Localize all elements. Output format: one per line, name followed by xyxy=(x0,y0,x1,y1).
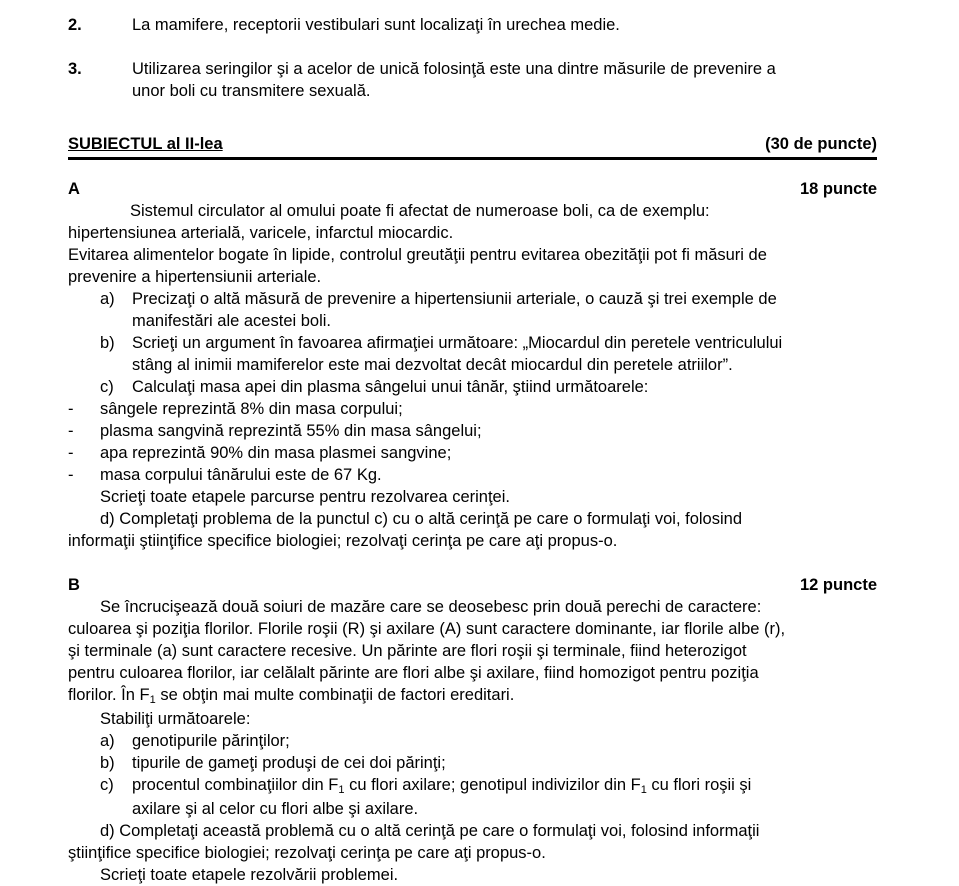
section-a-item-d-text-1: Completaţi problema de la punctul c) cu o altă cerinţă pe care o formulaţi voi, folosind xyxy=(119,510,743,528)
section-a-dash-item-1 xyxy=(68,398,877,420)
item-2-text: La mamifere, receptorii vestibulari sunt localizaţi în urechea medie. xyxy=(132,16,620,34)
page-content xyxy=(68,0,877,886)
section-b-intro-line-4: pentru culoarea florilor, iar celălalt părinte are flori albe şi axilare, fiind homozigot pentru poziţia xyxy=(68,664,759,682)
section-b-item-d-marker: d) xyxy=(100,822,115,840)
section-b-intro-line-5-suffix: se obţin mai multe combinaţii de factori ereditari. xyxy=(155,686,515,704)
section-a-dash-item-2 xyxy=(68,420,877,442)
item-3-marker: 3. xyxy=(68,60,82,78)
section-b-item-d-text-1: Completaţi această problemă cu o altă cerinţă pe care o formulaţi voi, folosind informaţii xyxy=(119,822,760,840)
section-b-item-c-seg-2: cu flori axilare; genotipul indivizilor din F xyxy=(344,776,641,794)
section-b-item-d xyxy=(68,820,877,864)
spacer xyxy=(68,124,877,134)
section-b-intro-line-1: Se încrucişează două soiuri de mazăre care se deosebesc prin două perechi de caractere: xyxy=(100,598,762,616)
section-a-item-a xyxy=(68,288,877,332)
section-b-item-b-marker: b) xyxy=(100,754,115,772)
section-a-dash-item-3-text: apa reprezintă 90% din masa plasmei sangvine; xyxy=(100,444,452,462)
spacer xyxy=(68,160,877,178)
subject-points: (30 de puncte) xyxy=(765,135,877,153)
section-a-intro-line-4: prevenire a hipertensiunii arteriale. xyxy=(68,268,322,286)
section-b-item-d-line-1 xyxy=(68,820,877,842)
spacer xyxy=(68,36,877,58)
section-a-item-c-marker: c) xyxy=(100,378,114,396)
section-a-dash-item-3 xyxy=(68,442,877,464)
section-a-dash-item-4 xyxy=(68,464,877,486)
section-b-points: 12 puncte xyxy=(799,576,877,594)
section-b-intro-line-5-prefix: florilor. În F xyxy=(68,686,150,704)
section-a-item-a-text xyxy=(132,288,877,332)
section-b-intro-line-5 xyxy=(68,684,877,708)
section-b-item-b xyxy=(68,752,877,774)
section-b-item-a xyxy=(68,730,877,752)
section-b-item-b-text: tipurile de gameţi produşi de cei doi părinţi; xyxy=(132,754,446,772)
subject-header xyxy=(68,134,877,155)
section-b-item-c-seg-3: cu flori roşii şi xyxy=(646,776,752,794)
section-b-steps-note: Scrieţi toate etapele rezolvării problemei. xyxy=(100,866,399,884)
subject-title: SUBIECTUL al II-lea xyxy=(68,135,223,153)
section-b-item-c-marker: c) xyxy=(100,776,114,794)
f1-subscript: 1 xyxy=(149,694,156,706)
numbered-item-2 xyxy=(68,14,877,36)
section-a-item-a-line-1: Precizaţi o altă măsură de prevenire a hipertensiunii arteriale, o cauză şi trei exemple de xyxy=(132,290,777,308)
dash-marker: - xyxy=(68,400,74,418)
section-a-item-a-marker: a) xyxy=(100,290,115,308)
item-3-line-1: Utilizarea seringilor şi a acelor de unică folosinţă este una dintre măsurile de prevenire a xyxy=(132,60,776,78)
f1-subscript: 1 xyxy=(640,784,647,796)
section-a-item-d-line-2: informaţii ştiinţifice specifice biologiei; rezolvaţi cerinţa pe care aţi propus-o. xyxy=(68,532,618,550)
section-a-intro-line-3: Evitarea alimentelor bogate în lipide, controlul greutăţii pentru evitarea obezităţii pot fi măsuri de xyxy=(68,246,767,264)
section-a-item-b-line-2: stâng al inimii mamiferelor este mai dezvoltat decât miocardul din peretele atriilor”. xyxy=(132,356,733,374)
dash-marker: - xyxy=(68,444,74,462)
section-a-item-b-text xyxy=(132,332,877,376)
section-b-item-c-line-2: axilare şi al celor cu flori albe şi axilare. xyxy=(132,800,419,818)
section-a-item-b-line-1: Scrieţi un argument în favoarea afirmaţiei următoare: „Miocardul din peretele ventriculului xyxy=(132,334,783,352)
section-a-intro-line-2: hipertensiunea arterială, varicele, infarctul miocardic. xyxy=(68,224,454,242)
numbered-item-3 xyxy=(68,58,877,102)
f1-subscript: 1 xyxy=(338,784,345,796)
section-b-intro-line-2: culoarea şi poziţia florilor. Florile roşii (R) şi axilare (A) sunt caractere dominante, iar florile albe (r), xyxy=(68,620,786,638)
section-b-item-c-text xyxy=(132,774,877,820)
dash-marker: - xyxy=(68,466,74,484)
section-a-dash-item-2-text: plasma sangvină reprezintă 55% din masa sângelui; xyxy=(100,422,482,440)
section-a-item-d xyxy=(68,508,877,552)
section-a-item-d-marker: d) xyxy=(100,510,115,528)
spacer xyxy=(68,102,877,124)
section-a-item-b xyxy=(68,332,877,376)
section-b-item-a-text: genotipurile părinţilor; xyxy=(132,732,290,750)
section-b-item-c-seg-1: procentul combinaţiilor din F xyxy=(132,776,339,794)
section-a-steps-note: Scrieţi toate etapele parcurse pentru rezolvarea cerinţei. xyxy=(100,488,510,506)
section-b-item-c-line-1 xyxy=(132,774,877,798)
dash-marker: - xyxy=(68,422,74,440)
section-b-label: B xyxy=(68,576,80,594)
section-a-item-c-text: Calculaţi masa apei din plasma sângelui unui tânăr, ştiind următoarele: xyxy=(132,378,649,396)
section-a-dash-item-4-text: masa corpului tânărului este de 67 Kg. xyxy=(100,466,382,484)
spacer xyxy=(68,552,877,574)
section-b-header xyxy=(68,574,877,596)
item-3-text xyxy=(132,58,877,102)
spacer xyxy=(68,0,877,14)
section-a-item-b-marker: b) xyxy=(100,334,115,352)
section-b-item-a-marker: a) xyxy=(100,732,115,750)
section-a-label: A xyxy=(68,180,80,198)
section-a-points: 18 puncte xyxy=(799,180,877,198)
item-3-line-2: unor boli cu transmitere sexuală. xyxy=(132,82,371,100)
section-b-intro-line-3: şi terminale (a) sunt caractere recesive. Un părinte are flori roşii şi terminale, fiind heterozigot xyxy=(68,642,747,660)
section-a-item-d-line-1 xyxy=(68,508,877,530)
section-b-stabiliti: Stabiliţi următoarele: xyxy=(100,710,251,728)
section-a-header xyxy=(68,178,877,200)
section-a-intro-line-1: Sistemul circulator al omului poate fi afectat de numeroase boli, ca de exemplu: xyxy=(130,202,710,220)
section-a-dash-item-1-text: sângele reprezintă 8% din masa corpului; xyxy=(100,400,403,418)
section-b-item-d-line-2: ştiinţifice specifice biologiei; rezolvaţi cerinţa pe care aţi propus-o. xyxy=(68,844,546,862)
section-b-item-c xyxy=(68,774,877,820)
section-a-item-a-line-2: manifestări ale acestei boli. xyxy=(132,312,332,330)
item-2-marker: 2. xyxy=(68,16,82,34)
section-a-item-c xyxy=(68,376,877,398)
